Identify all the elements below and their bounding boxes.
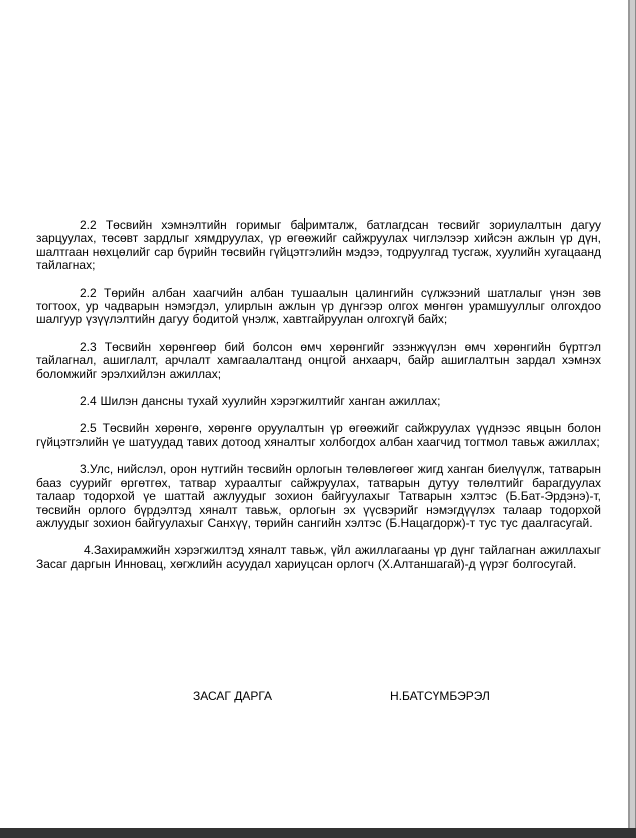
- paragraph-property-registration: 2.3 Төсвийн хөрөнгөөр бий болсон өмч хөрөнгийг эзэнжүүлэн өмч хөрөнгийн бүртгэл тайлагнал, ашиглалт, арчлалт хамгаалалтанд онцгой анхаарч, байр ашиглалтын зардал хэмнэх боломжийг эрэлхийлэн ажиллах;: [36, 339, 601, 381]
- signature-title: ЗАСАГ ДАРГА: [193, 689, 273, 703]
- paragraph-tax-revenue-assignment: 3.Улс, нийслэл, орон нутгийн төсвийн орлогын төлөвлөгөөг жигд ханган биелүүлж, татварын бааз суурийг өргөтгөх, татвар хураалтыг сайжруулах, татварын дутуу төлөлтийг барагдуулах талаар тодорхой үе шаттай ажлуудыг зохион байгуулахыг Татварын хэлтэс (Б.Бат-Эрдэнэ)-т, төсвийн орлого бүрдэлтэд хяналт тавьж, орлогын эх үүсвэрийг нэмэгдүүлэх талаар тодорхой ажлуудыг зохион байгуулахыг Санхүү, төрийн сангийн хэлтэс (Б.Нацагдорж)-т тус тус даалгасугай.: [36, 462, 601, 530]
- signature-row: [36, 689, 601, 705]
- signature-name: Н.БАТСҮМБЭРЭЛ: [390, 689, 490, 703]
- paragraph-glass-account-law: 2.4 Шилэн дансны тухай хуулийн хэрэгжилтийг ханган ажиллах;: [80, 394, 441, 409]
- window-bottom-edge: [0, 828, 636, 838]
- paragraph-civil-servant-salary: 2.2 Төрийн албан хаагчийн албан тушаалын цалингийн сүлжээний шатлалыг үнэн зөв тогтоох, ур чадварын нэмэгдэл, улирлын ажлын үр дүнгээр олгох мөнгөн урамшууллыг олгохдоо шалгуур үзүүлэлтийн дагуу бодитой үнэлж, хавтгайруулан олгохгүй байх;: [36, 285, 601, 327]
- document-body: [36, 218, 601, 585]
- window-right-edge: [628, 0, 636, 828]
- paragraph-internal-control: 2.5 Төсвийн хөрөнгө, хөрөнгө оруулалтын үр өгөөжийг сайжруулах үүднээс явцын болон гүйцэтгэлийн үе шатуудад тавих дотоод хяналтыг холбогдох албан хаагчид тогтмол тавьж ажиллах;: [36, 421, 601, 449]
- paragraph-text-after-cursor: римталж, батлагдсан төсвийг зориулалтын дагуу зарцуулах, төсөвт зардлыг хямдруулах, үр өгөөжийг сайжруулах чиглэлээр хийсэн ажлын үр дүн, шалтгаан нөхцөлийг сар бүрийн төсвийн гүйцэтгэлийн мэдээ, тодруулгад тусгаж, хуулийн хугацаанд тайлагнах;: [36, 218, 601, 273]
- paragraph-implementation-monitoring: 4.Захирамжийн хэрэгжилтэд хяналт тавьж, үйл ажиллагааны үр дүнг тайлагнан ажиллахыг Засаг даргын Инновац, хөгжлийн асуудал хариуцсан орлогч (Х.Алтаншагай)-д үүрэг болгосугай.: [36, 543, 601, 571]
- paragraph-text-before-cursor: 2.2 Төсвийн хэмнэлтийн горимыг ба: [80, 218, 304, 232]
- paragraph-budget-regime: [36, 218, 601, 273]
